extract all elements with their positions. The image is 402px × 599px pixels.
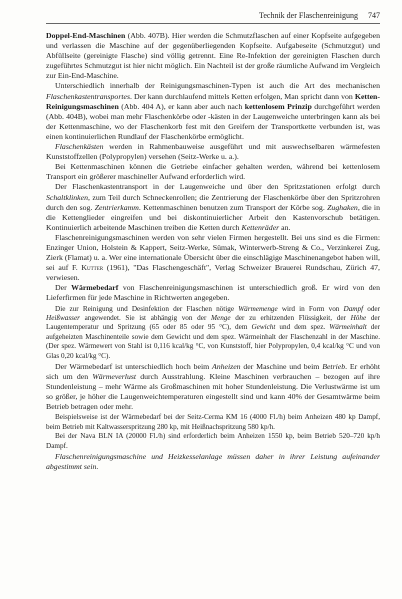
paragraph-beispiel-seitz: Beispielsweise ist der Wärmebedarf bei der Seitz-Cerma KM 16 (4000 Fl./h) beim Anheizen 480 kp Dampf, beim Betrieb mit Kaltwasserspritzung 280 kp, mit Heißnachspritzung 580 kp/h. — [46, 413, 380, 431]
paragraph-schlussfolgerung: Flaschenreinigungsmaschine und Heizkesselanlage müssen daher in ihrer Leistung aufeinander abgestimmt sein. — [46, 452, 380, 472]
paragraph-beispiel-nava: Bei der Nava BLN IA (20000 Fl./h) sind erforderlich beim Anheizen 1550 kp, beim Betrieb 520–720 kp/h Dampf. — [46, 432, 380, 450]
paragraph-doppel-end: Doppel-End-Maschinen (Abb. 407B). Hier werden die Schmutzflaschen auf einer Kopfseite aufgegeben und verlassen die Maschine auf der gegenüberliegenden Kopfseite. Aufgabeseite (Schmutzgut) und Abfüllseite (gereinigte Flasche) sind völlig getrennt. Eine Re-Infektion der gereinigten Flaschen durch zugeführtes Schmutzgut ist hier nicht möglich. Ein Nachteil ist der große räumliche Aufwand im Vergleich zur Ein-End-Maschine. — [46, 31, 380, 81]
page-header — [46, 11, 380, 24]
main-text — [46, 31, 380, 472]
paragraph-anheizen: Der Wärmebedarf ist unterschiedlich hoch beim Anheizen der Maschine und beim Betrieb. Er erhöht sich um den Wärmeverlust durch Ausstrahlung. Kleine Maschinen verbrauchen – bezogen auf ihre Stundenleistung – mehr Wärme als Großmaschinen mit hoher Stundenleistung. Die Verlustwärme ist um so größer, je höher die Laugenweichtemperaturen eingestellt sind und kann 40% der Gesamtwärme beim Betrieb betragen oder mehr. — [46, 361, 380, 412]
paragraph-hersteller: Flaschenreinigungsmaschinen werden von sehr vielen Firmen hergestellt. Bei uns sind es die Firmen: Enzinger Union, Holstein & Kappert, Seitz-Werke, Sümak, Winterwerb-Streng & Co., Verzinkerei Zug, Zierk (Flamat) u. a. Wer eine internationale Übersicht über die einschlägige Maschinenangebot haben will, sei auf F. Kutter (1961), "Das Flaschengeschäft", Verlag Schweizer Brauerei Rundschau, Zürich 47, verwiesen. — [46, 232, 380, 283]
term-doppel-end-maschinen: Doppel-End-Maschinen — [46, 31, 126, 40]
page-number: 747 — [368, 11, 380, 20]
paragraph-waermemenge: Die zur Reinigung und Desinfektion der Flaschen nötige Wärmemenge wird in Form von Dampf oder Heißwasser angewendet. Sie ist abhängig von der Menge der zu erhitzenden Flüssigkeit, der Höhe der Laugentemperatur und Spritzung (65 oder 85 oder 95 °C), dem Gewicht und dem spez. Wärmeinhalt der aufgeheizten Maschinenteile sowie dem Gewicht und dem spez. Wärmeinhalt der Flaschenzahl in der Maschine. (Der spez. Wärmewert von Stahl ist 0,116 kcal/kg °C, von Kunststoff, hier Polypropylen, 0,4 kcal/kg °C und von Glas 0,20 kcal/kg °C). — [46, 304, 380, 360]
term-ketten-reinigungsmaschinen: Ketten-Reinigungsmaschinen — [46, 91, 380, 111]
paragraph-waermebedarf: Der Wärmebedarf von Flaschenreinigungsmaschinen ist unterschiedlich groß. Er wird von den Lieferfirmen für jede Maschine in Richtwerten angegeben. — [46, 283, 380, 303]
term-waermebedarf: Wärmebedarf — [71, 283, 119, 293]
paragraph-kastentransport: Der Flaschenkastentransport in der Laugenweiche und über den Spritzstationen erfolgt durch Schaltklinken, zum Teil durch Schneckenrollen; die Zentrierung der Flaschenkörbe über den Spritzrohren durch den sog. Zentrierkamm. Kettenmaschinen benutzen zum Transport der Körbe sog. Zughaken, die in die Kettenglieder eingreifen und bei diskontinuierlicher Arbeit den Kastenvorschub betätigen. Kontinuierlich arbeitende Maschinen treiben die Ketten durch Kettenräder an. — [46, 182, 380, 232]
paragraph-transport: Unterschiedlich innerhalb der Reinigungsmaschinen-Typen ist auch die Art des mechanischen Flaschenkastentransportes. Der kann durchlaufend mittels Ketten erfolgen, Man spricht dann von Ketten-Reinigungsmaschinen (Abb. 404 A), er kann aber auch nach kettenlosem Prinzip durchgeführt werden (Abb. 404B), wobei man mehr Flaschenkörbe oder -kästen in der Laugenweiche unterbringen kann als bei der Kettenmaschine, wo der Flaschenkorb fest mit den Greifern der Transportkette verbunden ist, was einen kontinuierlichen Rundlauf der Flaschenkörbe ermöglicht. — [46, 81, 380, 141]
running-title: Technik der Flaschenreinigung — [259, 11, 358, 20]
paragraph-flaschenkaesten: Flaschenkästen werden in Rahmenbauweise ausgeführt und mit auswechselbaren wärmefesten Kunststoffzellen (Polypropylen) versehen (Seitz-Werke u. a.). — [46, 142, 380, 162]
paragraph-getriebe: Bei Kettenmaschinen können die Getriebe einfacher gehalten werden, während bei kettenlosem Transport ein größerer maschineller Aufwand erforderlich wird. — [46, 162, 380, 182]
term-kettenlosem-prinzip: kettenlosem Prinzip — [244, 101, 312, 111]
